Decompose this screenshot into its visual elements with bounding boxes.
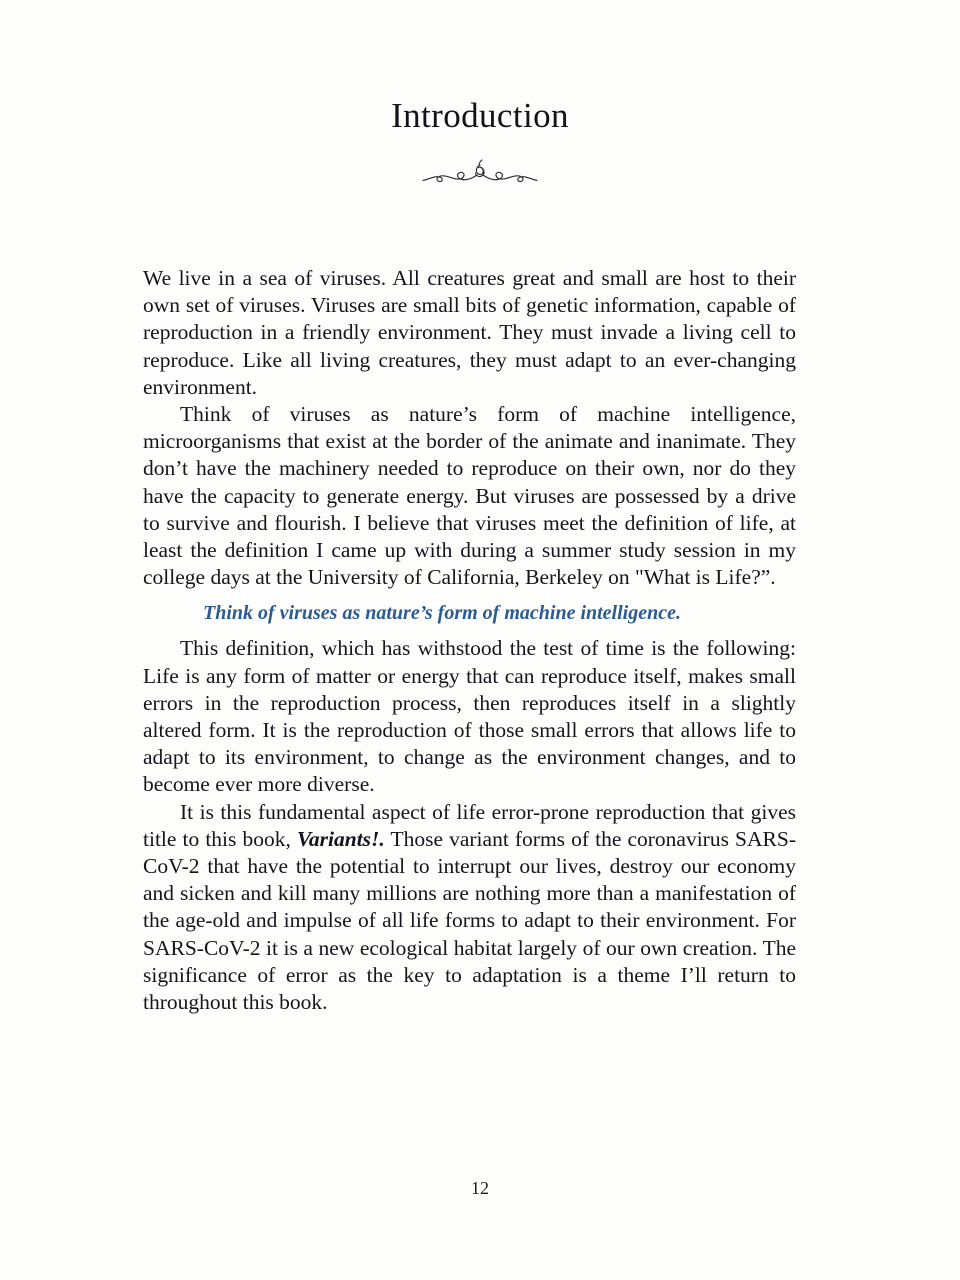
paragraph-4 xyxy=(143,799,796,1017)
paragraph-1: We live in a sea of viruses. All creatures great and small are host to their own set of viruses. Viruses are small bits of genetic information, capable of reproduction in a friendly environment. They must invade a living cell to reproduce. Like all living creatures, they must adapt to an ever-changing environment. xyxy=(143,266,796,399)
paragraph-2: Think of viruses as nature’s form of machine intelligence, microorganisms that exist at the border of the animate and inanimate. They don’t have the machinery needed to reproduce on their own, nor do they have the capacity to generate energy. But viruses are possessed by a drive to survive and flourish. I believe that viruses meet the definition of life, at least the definition I came up with during a summer study session in my college days at the University of California, Berkeley on "What is Life?”. xyxy=(143,402,796,590)
body-text-column xyxy=(143,265,796,1016)
paragraph-3: This definition, which has withstood the test of time is the following: Life is any form of matter or energy that can reproduce itself, makes small errors in the reproduction process, then reproduces itself in a slightly altered form. It is the reproduction of those small errors that allows life to adapt to its environment, to change as the environment changes, and to become ever more diverse. xyxy=(143,636,796,797)
paragraph-4-text-before-title: It is this fundamental aspect of life error-prone reproduction that gives title to this book, xyxy=(143,799,796,851)
calligraphic-flourish-divider-icon xyxy=(0,155,960,195)
page-title: Introduction xyxy=(391,96,569,135)
book-title-emphasis: Variants!. xyxy=(296,826,385,851)
pull-quote: Think of viruses as nature’s form of machine intelligence. xyxy=(203,602,681,625)
paragraph-4-text-after-title: Those variant forms of the coronavirus SARS-CoV-2 that have the potential to interrupt our lives, destroy our economy and sicken and kill many millions are nothing more than a manifestation of the age-old and impulse of all life forms to adapt to their environment. For SARS-CoV-2 it is a new ecological habitat largely of our own creation. The significance of error as the key to adaptation is a theme I’ll return to throughout this book. xyxy=(143,826,796,1015)
chapter-heading xyxy=(0,98,960,133)
page-number: 12 xyxy=(471,1178,489,1198)
